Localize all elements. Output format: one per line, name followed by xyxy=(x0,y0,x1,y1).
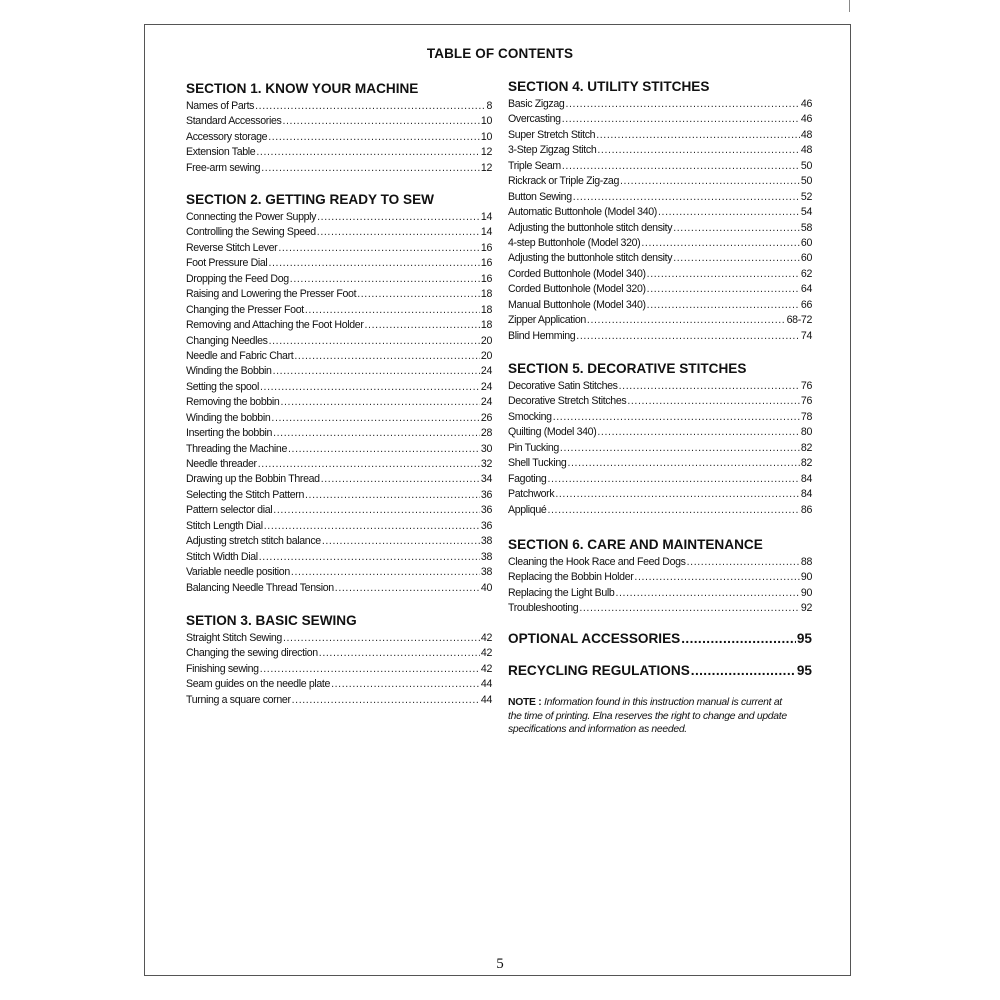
entry-page: 40 xyxy=(480,581,492,594)
entry-page: 54 xyxy=(800,206,812,219)
toc-entry xyxy=(186,256,492,271)
leader-dots xyxy=(258,457,480,472)
entry-page: 12 xyxy=(480,146,492,159)
entry-label: Corded Buttonhole (Model 320) xyxy=(508,283,646,296)
leader-dots xyxy=(317,225,480,240)
toc-entry xyxy=(186,364,492,379)
section-heading: SECTION 4. UTILITY STITCHES xyxy=(508,79,710,94)
leader-dots xyxy=(335,581,480,596)
toc-entry xyxy=(186,442,492,457)
entry-page: 95 xyxy=(796,663,812,678)
toc-entry xyxy=(508,159,812,174)
leader-dots xyxy=(634,570,799,585)
leader-dots xyxy=(641,236,800,251)
entry-label: Extension Table xyxy=(186,146,256,159)
toc-entry xyxy=(508,487,812,502)
toc-entry xyxy=(186,472,492,487)
leader-dots xyxy=(619,379,800,394)
toc-entry xyxy=(508,143,812,158)
entry-page: 90 xyxy=(800,586,812,599)
entry-label: 4-step Buttonhole (Model 320) xyxy=(508,236,641,249)
entry-label: Quilting (Model 340) xyxy=(508,426,597,439)
entry-page: 88 xyxy=(800,556,812,568)
entry-list xyxy=(508,379,812,518)
entry-label: Automatic Buttonhole (Model 340) xyxy=(508,206,657,219)
leader-dots xyxy=(292,693,480,708)
leader-dots xyxy=(305,303,480,318)
entry-list xyxy=(186,210,492,596)
toc-entry xyxy=(186,210,492,225)
entry-page: 95 xyxy=(796,631,812,646)
leader-dots xyxy=(691,662,796,680)
leader-dots xyxy=(555,487,800,502)
leader-dots xyxy=(579,601,800,616)
toc-entry xyxy=(186,411,492,426)
entry-page: 68-72 xyxy=(786,314,812,327)
entry-label: Changing Needles xyxy=(186,334,268,347)
entry-label: Names of Parts xyxy=(186,100,255,112)
entry-label: Straight Stitch Sewing xyxy=(186,632,282,644)
toc-entry xyxy=(508,570,812,585)
leader-dots xyxy=(627,394,800,409)
toc-entry xyxy=(186,693,492,708)
toc-entry xyxy=(508,503,812,518)
entry-label: Zipper Application xyxy=(508,314,586,327)
leader-dots xyxy=(291,565,480,580)
leader-dots xyxy=(560,441,800,456)
leader-dots xyxy=(317,210,480,225)
leader-dots xyxy=(597,143,800,158)
note-text: Information found in this instruction manual is current at the time of printing. Elna reserves the right to change and update specifications and information as needed. xyxy=(508,697,787,735)
entry-page: 18 xyxy=(480,288,492,301)
entry-page: 28 xyxy=(480,427,492,440)
toc-entry xyxy=(186,114,492,129)
toc-entry xyxy=(186,303,492,318)
toc-entry xyxy=(508,313,812,328)
toc-entry xyxy=(186,334,492,349)
entry-label: Removing the bobbin xyxy=(186,396,280,409)
entry-label: Setting the spool xyxy=(186,380,259,393)
leader-dots xyxy=(615,586,799,601)
entry-label: RECYCLING REGULATIONS xyxy=(508,663,690,678)
toc-entry xyxy=(508,601,812,616)
leader-dots xyxy=(547,472,799,487)
entry-page: 48 xyxy=(800,144,812,157)
toc-entry xyxy=(186,395,492,410)
toc-section-1 xyxy=(186,80,492,176)
toc-section-5 xyxy=(508,360,812,518)
toc-entry xyxy=(508,555,812,570)
entry-label: Connecting the Power Supply xyxy=(186,211,317,223)
toc-entry xyxy=(508,456,812,471)
leader-dots xyxy=(294,349,480,364)
entry-label: Changing the sewing direction xyxy=(186,647,318,660)
entry-page: 36 xyxy=(480,519,492,532)
entry-page: 76 xyxy=(800,395,812,408)
entry-page: 12 xyxy=(480,161,492,174)
entry-label: Inserting the bobbin xyxy=(186,427,273,440)
leader-dots xyxy=(357,287,480,302)
leader-dots xyxy=(573,190,800,205)
toc-entry xyxy=(186,241,492,256)
toc-entry xyxy=(508,472,812,487)
toc-section-3 xyxy=(186,612,492,708)
entry-label: Shell Tucking xyxy=(508,457,567,470)
entry-page: 44 xyxy=(480,693,492,706)
optional-accessories-entry xyxy=(508,630,812,648)
entry-page: 26 xyxy=(480,411,492,424)
entry-label: Turning a square corner xyxy=(186,693,291,706)
entry-page: 82 xyxy=(800,441,812,454)
entry-label: Seam guides on the needle plate xyxy=(186,678,331,691)
entry-list xyxy=(508,97,812,344)
leader-dots xyxy=(562,112,800,127)
section-heading: SECTION 5. DECORATIVE STITCHES xyxy=(508,361,747,376)
leader-dots xyxy=(290,272,480,287)
section-heading: SECTION 2. GETTING READY TO SEW xyxy=(186,192,434,207)
leader-dots xyxy=(283,631,480,646)
entry-label: Threading the Machine xyxy=(186,442,288,455)
toc-entry xyxy=(508,128,812,143)
entry-page: 24 xyxy=(480,365,492,378)
toc-entry xyxy=(508,205,812,220)
leader-dots xyxy=(261,161,480,176)
entry-page: 30 xyxy=(480,442,492,455)
entry-label: Cleaning the Hook Race and Feed Dogs xyxy=(508,556,686,568)
toc-entry xyxy=(186,318,492,333)
entry-label: Foot Pressure Dial xyxy=(186,257,268,270)
entry-page: 38 xyxy=(480,550,492,563)
section-heading: SECTION 6. CARE AND MAINTENANCE xyxy=(508,537,763,552)
entry-label: Variable needle position xyxy=(186,566,290,579)
entry-label: Winding the Bobbin xyxy=(186,365,272,378)
entry-page: 18 xyxy=(480,303,492,316)
entry-page: 74 xyxy=(800,329,812,342)
toc-entry xyxy=(508,221,812,236)
entry-page: 92 xyxy=(800,602,812,615)
entry-page: 34 xyxy=(480,473,492,486)
toc-entry xyxy=(186,99,492,114)
entry-page: 86 xyxy=(800,503,812,516)
toc-entry xyxy=(508,425,812,440)
leader-dots xyxy=(562,159,800,174)
entry-page: 42 xyxy=(480,662,492,675)
entry-page: 48 xyxy=(800,128,812,141)
entry-page: 10 xyxy=(480,115,492,128)
entry-label: Replacing the Light Bulb xyxy=(508,586,615,599)
entry-page: 84 xyxy=(800,488,812,501)
entry-page: 24 xyxy=(480,380,492,393)
leader-dots xyxy=(365,318,480,333)
entry-label: Adjusting the buttonhole stitch density xyxy=(508,252,673,265)
entry-label: Smocking xyxy=(508,410,552,423)
entry-page: 80 xyxy=(800,426,812,439)
entry-page: 42 xyxy=(480,647,492,660)
recycling-regulations-entry xyxy=(508,662,812,680)
entry-label: Balancing Needle Thread Tension xyxy=(186,581,334,594)
toc-entry xyxy=(186,426,492,441)
entry-page: 62 xyxy=(800,267,812,280)
entry-page: 38 xyxy=(480,566,492,579)
leader-dots xyxy=(565,97,799,112)
entry-page: 36 xyxy=(480,488,492,501)
entry-page: 32 xyxy=(480,458,492,470)
entry-label: Replacing the Bobbin Holder xyxy=(508,571,634,584)
entry-page: 60 xyxy=(800,236,812,249)
entry-label: Pattern selector dial xyxy=(186,504,273,517)
entry-label: Raising and Lowering the Presser Foot xyxy=(186,288,357,301)
entry-label: 3-Step Zigzag Stitch xyxy=(508,144,597,157)
toc-entry xyxy=(508,379,812,394)
toc-entry xyxy=(508,190,812,205)
toc-entry xyxy=(186,519,492,534)
entry-page: 60 xyxy=(800,252,812,265)
leader-dots xyxy=(319,646,480,661)
leader-dots xyxy=(681,630,796,648)
toc-entry xyxy=(186,287,492,302)
entry-label: Controlling the Sewing Speed xyxy=(186,226,316,239)
toc-entry xyxy=(508,282,812,297)
leader-dots xyxy=(278,241,480,256)
leader-dots xyxy=(658,205,800,220)
leader-dots xyxy=(673,221,800,236)
entry-label: Troubleshooting xyxy=(508,602,579,615)
entry-label: Stitch Length Dial xyxy=(186,519,263,532)
entry-label: OPTIONAL ACCESSORIES xyxy=(508,631,681,646)
entry-page: 52 xyxy=(800,190,812,203)
entry-page: 90 xyxy=(800,571,812,584)
toc-entry xyxy=(508,236,812,251)
toc-entry xyxy=(186,662,492,677)
toc-entry xyxy=(508,112,812,127)
entry-page: 64 xyxy=(800,283,812,296)
toc-entry xyxy=(186,550,492,565)
entry-label: Finishing sewing xyxy=(186,662,259,675)
entry-page: 82 xyxy=(800,457,812,470)
entry-page: 66 xyxy=(800,298,812,311)
entry-label: Reverse Stitch Lever xyxy=(186,241,278,254)
toc-entry xyxy=(186,565,492,580)
entry-label: Stitch Width Dial xyxy=(186,550,258,563)
entry-list xyxy=(508,555,812,617)
leader-dots xyxy=(673,251,800,266)
leader-dots xyxy=(273,364,480,379)
entry-label: Needle threader xyxy=(186,458,257,470)
leader-dots xyxy=(269,334,480,349)
toc-entry xyxy=(186,380,492,395)
page-number: 5 xyxy=(496,956,504,972)
entry-label: Blind Hemming xyxy=(508,329,576,342)
entry-page: 42 xyxy=(480,632,492,644)
leader-dots xyxy=(271,411,480,426)
leader-dots xyxy=(280,395,479,410)
toc-entry xyxy=(186,130,492,145)
entry-page: 36 xyxy=(480,504,492,517)
toc-entry xyxy=(508,174,812,189)
leader-dots xyxy=(273,503,480,518)
entry-label: Winding the bobbin xyxy=(186,411,271,424)
entry-label: Pin Tucking xyxy=(508,441,559,454)
leader-dots xyxy=(647,282,800,297)
leader-dots xyxy=(259,550,480,565)
leader-dots xyxy=(547,503,799,518)
leader-dots xyxy=(264,519,480,534)
toc-entry xyxy=(186,349,492,364)
toc-section-6 xyxy=(508,536,812,617)
entry-label: Manual Buttonhole (Model 340) xyxy=(508,298,646,311)
crop-mark xyxy=(849,0,850,12)
note-prefix: NOTE : xyxy=(508,697,542,708)
entry-page: 16 xyxy=(480,272,492,285)
entry-page: 24 xyxy=(480,396,492,409)
leader-dots xyxy=(597,425,800,440)
entry-page: 46 xyxy=(800,98,812,110)
entry-label: Standard Accessories xyxy=(186,115,282,128)
leader-dots xyxy=(282,114,479,129)
leader-dots xyxy=(321,472,480,487)
entry-page: 46 xyxy=(800,113,812,126)
toc-entry xyxy=(508,97,812,112)
entry-label: Fagoting xyxy=(508,472,547,485)
toc-entry xyxy=(186,145,492,160)
leader-dots xyxy=(268,130,480,145)
leader-dots xyxy=(268,256,479,271)
toc-entry xyxy=(186,677,492,692)
entry-page: 20 xyxy=(480,334,492,347)
entry-label: Decorative Stretch Stitches xyxy=(508,395,627,408)
entry-page: 58 xyxy=(800,221,812,234)
entry-page: 20 xyxy=(480,349,492,362)
leader-dots xyxy=(288,442,480,457)
toc-entry xyxy=(186,488,492,503)
entry-page: 50 xyxy=(800,159,812,172)
entry-label: Basic Zigzag xyxy=(508,98,565,110)
entry-label: Patchwork xyxy=(508,488,555,501)
entry-page: 44 xyxy=(480,678,492,691)
toc-entry xyxy=(186,581,492,596)
entry-label: Needle and Fabric Chart xyxy=(186,349,294,362)
entry-page: 14 xyxy=(480,226,492,239)
leader-dots xyxy=(255,99,485,114)
entry-label: Adjusting the buttonhole stitch density xyxy=(508,221,673,234)
entry-page: 16 xyxy=(480,257,492,270)
leader-dots xyxy=(260,662,480,677)
entry-label: Corded Buttonhole (Model 340) xyxy=(508,267,646,280)
toc-entry xyxy=(508,441,812,456)
entry-page: 38 xyxy=(480,535,492,548)
entry-page: 14 xyxy=(480,211,492,223)
entry-label: Free-arm sewing xyxy=(186,161,261,174)
entry-label: Removing and Attaching the Foot Holder xyxy=(186,319,364,332)
entry-label: Dropping the Feed Dog xyxy=(186,272,289,285)
entry-page: 16 xyxy=(480,241,492,254)
entry-page: 10 xyxy=(480,130,492,143)
toc-entry xyxy=(508,394,812,409)
page-title: TABLE OF CONTENTS xyxy=(426,46,574,61)
toc-entry xyxy=(508,586,812,601)
leader-dots xyxy=(687,555,800,570)
toc-entry xyxy=(186,646,492,661)
entry-label: Super Stretch Stitch xyxy=(508,128,596,141)
entry-label: Overcasting xyxy=(508,113,561,126)
leader-dots xyxy=(587,313,786,328)
section-heading: SETION 3. BASIC SEWING xyxy=(186,613,357,628)
entry-label: Triple Seam xyxy=(508,159,561,172)
entry-label: Selecting the Stitch Pattern xyxy=(186,488,304,501)
leader-dots xyxy=(553,410,800,425)
entry-page: 84 xyxy=(800,472,812,485)
toc-entry xyxy=(186,272,492,287)
toc-entry xyxy=(186,503,492,518)
entry-label: Decorative Satin Stitches xyxy=(508,380,618,392)
toc-entry xyxy=(508,267,812,282)
leader-dots xyxy=(567,456,799,471)
note-paragraph xyxy=(508,696,798,737)
entry-label: Drawing up the Bobbin Thread xyxy=(186,473,320,486)
toc-entry xyxy=(186,457,492,472)
toc-entry xyxy=(186,534,492,549)
toc-entry xyxy=(186,161,492,176)
entry-page: 8 xyxy=(486,100,492,112)
leader-dots xyxy=(322,534,480,549)
leader-dots xyxy=(305,488,480,503)
entry-label: Rickrack or Triple Zig-zag xyxy=(508,175,619,188)
entry-label: Adjusting stretch stitch balance xyxy=(186,535,321,548)
section-heading: SECTION 1. KNOW YOUR MACHINE xyxy=(186,81,419,96)
entry-page: 50 xyxy=(800,175,812,188)
leader-dots xyxy=(256,145,480,160)
entry-list xyxy=(186,631,492,708)
entry-page: 18 xyxy=(480,319,492,332)
toc-section-4 xyxy=(508,78,812,344)
toc-entry xyxy=(186,225,492,240)
entry-label: Appliqué xyxy=(508,503,547,516)
toc-entry xyxy=(508,410,812,425)
entry-label: Button Sewing xyxy=(508,190,572,203)
entry-label: Changing the Presser Foot xyxy=(186,303,304,316)
leader-dots xyxy=(620,174,800,189)
leader-dots xyxy=(260,380,480,395)
leader-dots xyxy=(596,128,800,143)
toc-entry xyxy=(186,631,492,646)
leader-dots xyxy=(576,329,800,344)
leader-dots xyxy=(647,298,800,313)
toc-entry xyxy=(508,329,812,344)
toc-entry xyxy=(508,298,812,313)
entry-page: 76 xyxy=(800,380,812,392)
entry-page: 78 xyxy=(800,410,812,423)
entry-label: Accessory storage xyxy=(186,130,268,143)
leader-dots xyxy=(647,267,800,282)
leader-dots xyxy=(331,677,480,692)
entry-list xyxy=(186,99,492,176)
leader-dots xyxy=(273,426,480,441)
toc-entry xyxy=(508,251,812,266)
toc-section-2 xyxy=(186,191,492,596)
